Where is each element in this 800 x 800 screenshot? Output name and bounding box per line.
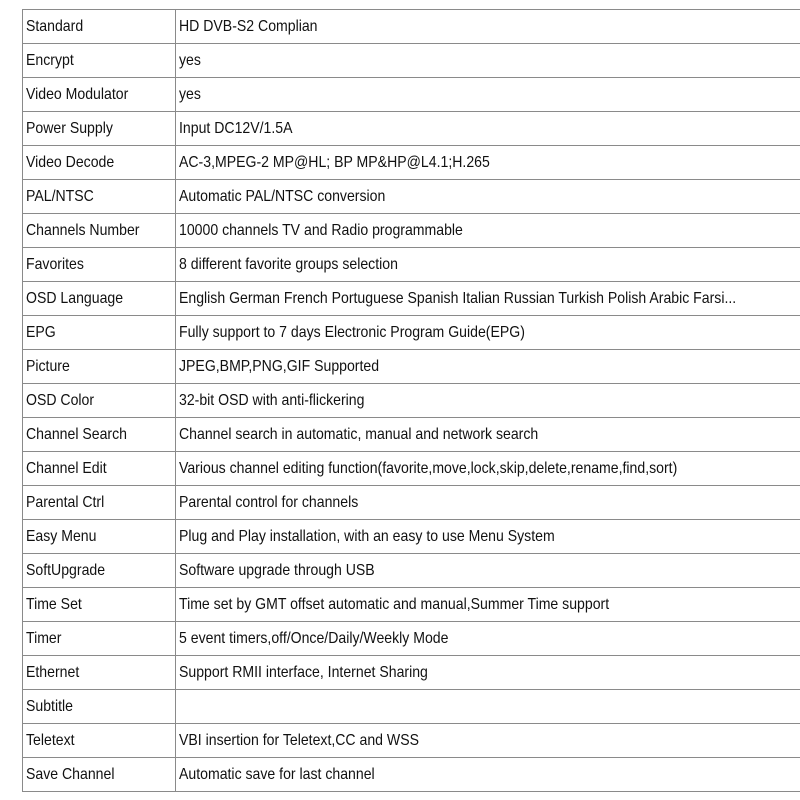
spec-value-cell bbox=[176, 486, 800, 520]
spec-label-cell bbox=[23, 78, 176, 112]
spec-value-cell bbox=[176, 44, 800, 78]
spec-value-cell bbox=[176, 690, 800, 724]
table-row bbox=[23, 588, 800, 622]
spec-value: yes bbox=[179, 51, 201, 69]
spec-label: Picture bbox=[26, 357, 70, 375]
spec-table-body bbox=[23, 10, 800, 792]
spec-label: Channel Edit bbox=[26, 459, 107, 477]
spec-value: HD DVB-S2 Complian bbox=[179, 17, 318, 35]
spec-value: 32-bit OSD with anti-flickering bbox=[179, 391, 365, 409]
spec-value-cell bbox=[176, 418, 800, 452]
spec-label-cell bbox=[23, 180, 176, 214]
spec-value: Time set by GMT offset automatic and manual,Summer Time support bbox=[179, 595, 610, 613]
table-row bbox=[23, 146, 800, 180]
table-row bbox=[23, 622, 800, 656]
table-row bbox=[23, 554, 800, 588]
spec-value-cell bbox=[176, 656, 800, 690]
spec-label: Time Set bbox=[26, 595, 82, 613]
spec-value: 8 different favorite groups selection bbox=[179, 255, 398, 273]
spec-label-cell bbox=[23, 248, 176, 282]
table-row bbox=[23, 214, 800, 248]
spec-value: Channel search in automatic, manual and network search bbox=[179, 425, 539, 443]
spec-value: Parental control for channels bbox=[179, 493, 359, 511]
spec-label-cell bbox=[23, 418, 176, 452]
spec-label: Encrypt bbox=[26, 51, 74, 69]
spec-label-cell bbox=[23, 44, 176, 78]
spec-value-cell bbox=[176, 622, 800, 656]
spec-label-cell bbox=[23, 282, 176, 316]
spec-value-cell bbox=[176, 78, 800, 112]
spec-value: English German French Portuguese Spanish Italian Russian Turkish Polish Arabic Farsi... bbox=[179, 289, 737, 307]
spec-label-cell bbox=[23, 214, 176, 248]
table-row bbox=[23, 112, 800, 146]
spec-value: Various channel editing function(favorite,move,lock,skip,delete,rename,find,sort) bbox=[179, 459, 678, 477]
spec-value-cell bbox=[176, 180, 800, 214]
spec-label: SoftUpgrade bbox=[26, 561, 106, 579]
table-row bbox=[23, 282, 800, 316]
spec-label: PAL/NTSC bbox=[26, 187, 94, 205]
table-row bbox=[23, 350, 800, 384]
spec-value-cell bbox=[176, 248, 800, 282]
spec-label-cell bbox=[23, 758, 176, 792]
table-row bbox=[23, 520, 800, 554]
table-row bbox=[23, 78, 800, 112]
spec-value-cell bbox=[176, 588, 800, 622]
spec-value-cell bbox=[176, 384, 800, 418]
table-row bbox=[23, 384, 800, 418]
table-row bbox=[23, 758, 800, 792]
spec-label: Subtitle bbox=[26, 697, 73, 715]
spec-label: Parental Ctrl bbox=[26, 493, 105, 511]
spec-label-cell bbox=[23, 452, 176, 486]
spec-value: 10000 channels TV and Radio programmable bbox=[179, 221, 463, 239]
spec-value-cell bbox=[176, 282, 800, 316]
spec-value: Automatic save for last channel bbox=[179, 765, 375, 783]
spec-label: OSD Language bbox=[26, 289, 124, 307]
table-row bbox=[23, 690, 800, 724]
spec-value: Fully support to 7 days Electronic Program Guide(EPG) bbox=[179, 323, 525, 341]
spec-label: Channel Search bbox=[26, 425, 127, 443]
spec-label-cell bbox=[23, 690, 176, 724]
spec-value: Support RMII interface, Internet Sharing bbox=[179, 663, 428, 681]
spec-value-cell bbox=[176, 554, 800, 588]
spec-value: JPEG,BMP,PNG,GIF Supported bbox=[179, 357, 380, 375]
spec-value: AC-3,MPEG-2 MP@HL; BP MP&HP@L4.1;H.265 bbox=[179, 153, 490, 171]
table-row bbox=[23, 486, 800, 520]
table-row bbox=[23, 44, 800, 78]
spec-label: Teletext bbox=[26, 731, 75, 749]
spec-label: Standard bbox=[26, 17, 84, 35]
spec-label: Ethernet bbox=[26, 663, 80, 681]
spec-value: Software upgrade through USB bbox=[179, 561, 375, 579]
spec-label: Video Modulator bbox=[26, 85, 129, 103]
table-row bbox=[23, 656, 800, 690]
spec-value-cell bbox=[176, 214, 800, 248]
spec-value-cell bbox=[176, 112, 800, 146]
spec-label: Timer bbox=[26, 629, 62, 647]
table-row bbox=[23, 418, 800, 452]
spec-value-cell bbox=[176, 146, 800, 180]
table-row bbox=[23, 452, 800, 486]
spec-label: Video Decode bbox=[26, 153, 115, 171]
spec-label-cell bbox=[23, 622, 176, 656]
spec-label-cell bbox=[23, 554, 176, 588]
spec-value: Input DC12V/1.5A bbox=[179, 119, 293, 137]
table-row bbox=[23, 724, 800, 758]
spec-value-cell bbox=[176, 452, 800, 486]
spec-value-cell bbox=[176, 10, 800, 44]
spec-label-cell bbox=[23, 112, 176, 146]
spec-label-cell bbox=[23, 486, 176, 520]
table-row bbox=[23, 316, 800, 350]
spec-label: Save Channel bbox=[26, 765, 115, 783]
table-row bbox=[23, 248, 800, 282]
spec-label-cell bbox=[23, 384, 176, 418]
spec-label-cell bbox=[23, 656, 176, 690]
spec-value: Plug and Play installation, with an easy to use Menu System bbox=[179, 527, 555, 545]
spec-label: Channels Number bbox=[26, 221, 140, 239]
spec-label: Easy Menu bbox=[26, 527, 97, 545]
spec-value-cell bbox=[176, 350, 800, 384]
spec-label-cell bbox=[23, 520, 176, 554]
spec-label-cell bbox=[23, 588, 176, 622]
spec-value-cell bbox=[176, 520, 800, 554]
table-row bbox=[23, 180, 800, 214]
spec-value: Automatic PAL/NTSC conversion bbox=[179, 187, 386, 205]
spec-label: EPG bbox=[26, 323, 56, 341]
spec-value: 5 event timers,off/Once/Daily/Weekly Mode bbox=[179, 629, 449, 647]
spec-label-cell bbox=[23, 350, 176, 384]
spec-label-cell bbox=[23, 724, 176, 758]
spec-value-cell bbox=[176, 758, 800, 792]
spec-value: yes bbox=[179, 85, 201, 103]
spec-value-cell bbox=[176, 316, 800, 350]
spec-label: OSD Color bbox=[26, 391, 95, 409]
spec-label-cell bbox=[23, 316, 176, 350]
spec-label-cell bbox=[23, 10, 176, 44]
table-row bbox=[23, 10, 800, 44]
spec-table bbox=[22, 9, 800, 792]
spec-label: Favorites bbox=[26, 255, 84, 273]
spec-value: VBI insertion for Teletext,CC and WSS bbox=[179, 731, 419, 749]
spec-label: Power Supply bbox=[26, 119, 113, 137]
spec-value-cell bbox=[176, 724, 800, 758]
spec-label-cell bbox=[23, 146, 176, 180]
